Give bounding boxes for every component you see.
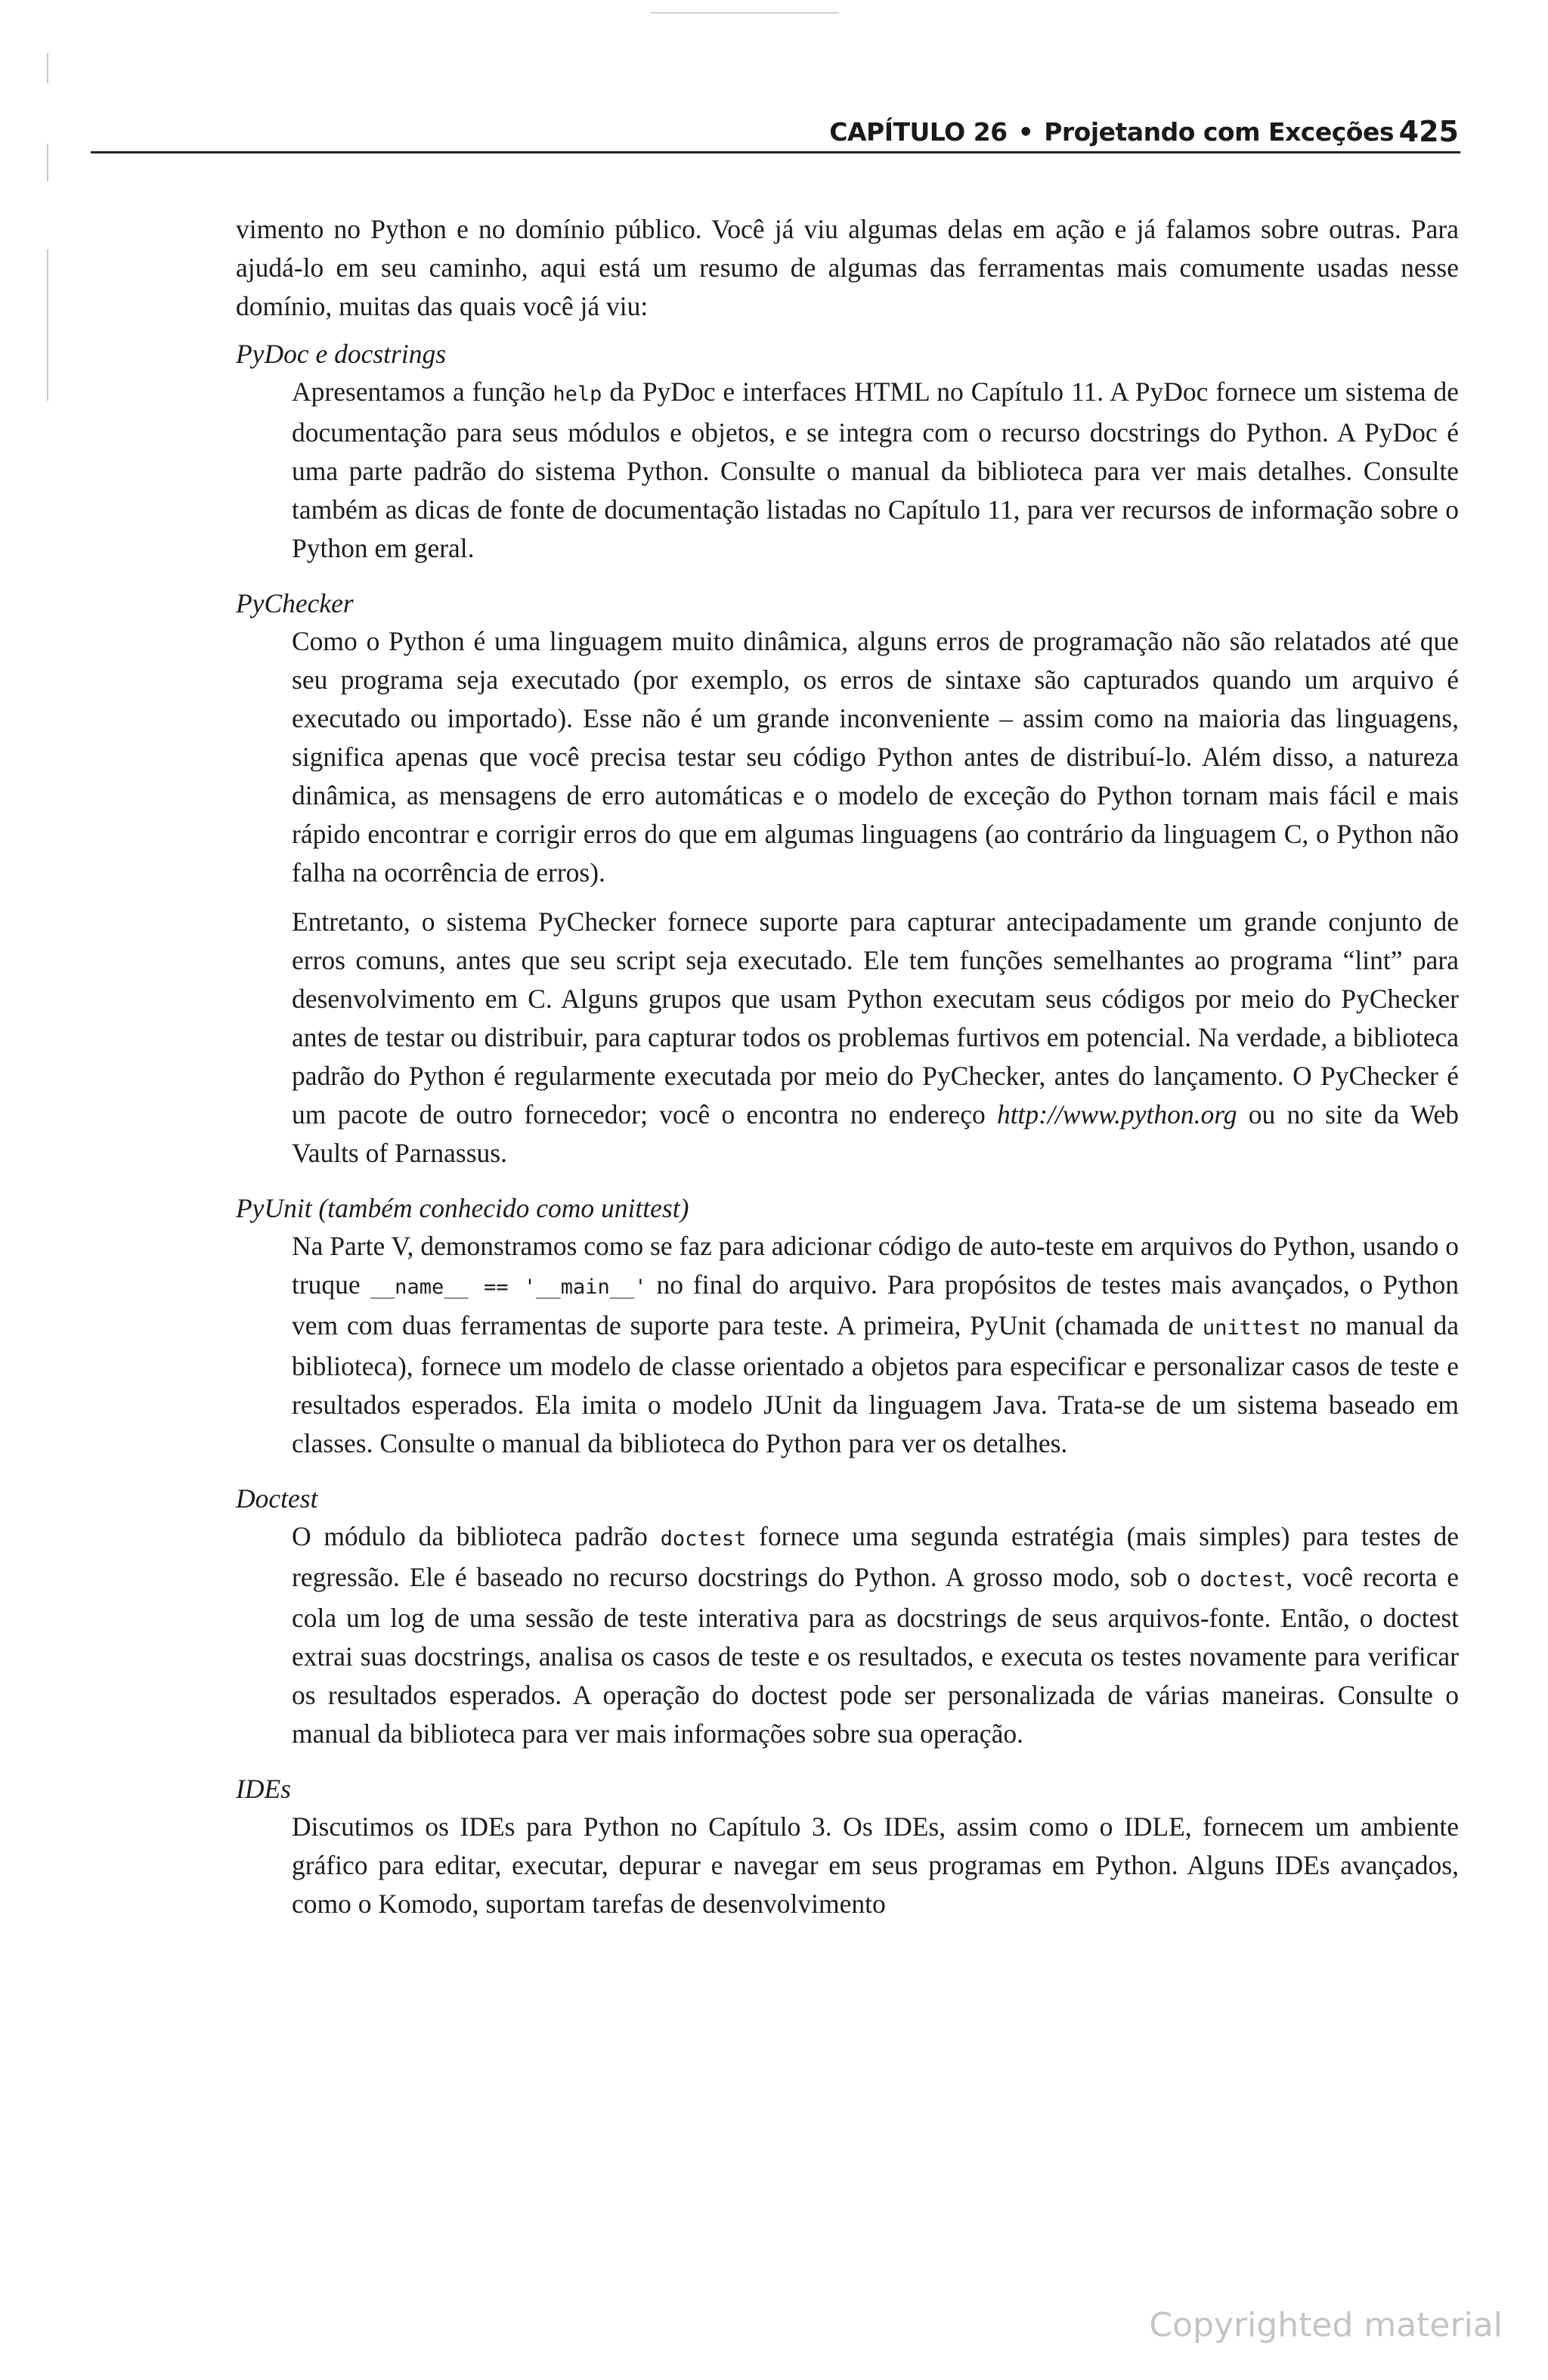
text-run: no manual da biblioteca), fornece um modelo de classe orientado a objetos para especificar e personalizar casos de teste e resultados esperados. Ela imita o modelo JUnit da linguagem Java. Trata-se de um sistema baseado em classes. Consulte o manual da biblioteca do Python para ver os detalhes.	[292, 1310, 1459, 1458]
term-definition	[292, 1227, 1459, 1463]
scan-artifact-margin-mark	[47, 144, 48, 181]
header-chapter: CAPÍTULO 26	[829, 117, 1008, 147]
page-body	[236, 210, 1459, 1923]
term-definition	[292, 1517, 1459, 1753]
term-definition	[292, 1808, 1459, 1923]
entry-doctest	[236, 1480, 1459, 1753]
text-run: Apresentamos a função	[292, 377, 553, 407]
inline-code: doctest	[660, 1527, 747, 1551]
text-run: da PyDoc e interfaces HTML no Capítulo 11. A PyDoc fornece um sistema de documentação para seus módulos e objetos, e se integra com o recurso docstrings do Python. A PyDoc é uma parte padrão do sistema Python. Consulte o manual da biblioteca para ver mais detalhes. Consulte também as dicas de fonte de documentação listadas no Capítulo 11, para ver recursos de informação sobre o Python em geral.	[292, 377, 1459, 563]
term-heading: PyChecker	[236, 588, 354, 618]
entry-pydoc	[236, 335, 1459, 568]
text-run: O módulo da biblioteca padrão	[292, 1521, 661, 1551]
text-run: fornece uma segunda estratégia (mais simples) para testes de regressão. Ele é baseado no recurso docstrings do Python. A grosso modo, sob o	[292, 1521, 1459, 1592]
text-run: no final do arquivo. Para propósitos de testes mais avançados, o Python vem com duas ferramentas de suporte para teste. A primeira, PyUnit (chamada de	[292, 1269, 1459, 1340]
inline-code: help	[553, 383, 602, 406]
definition-paragraph	[292, 373, 1459, 568]
scan-artifact-margin-mark	[47, 53, 48, 83]
text-run: Na Parte V, demonstramos como se faz para adicionar código de auto-teste em arquivos do Python, usando o truque	[292, 1231, 1459, 1300]
definition-paragraph	[292, 1227, 1459, 1463]
header-rule	[91, 151, 1460, 153]
term-heading: PyUnit (também conhecido como unittest)	[236, 1193, 689, 1223]
scan-artifact-margin-mark	[47, 302, 48, 401]
running-header	[227, 113, 1460, 151]
text-run: ou no site da Web Vaults of Parnassus.	[292, 1099, 1459, 1168]
header-chapter-title	[829, 117, 1394, 147]
inline-code: __name__ == '__main__'	[370, 1275, 647, 1299]
definition-paragraph: Como o Python é uma linguagem muito dinâmica, alguns erros de programação não são relatados até que seu programa seja executado (por exemplo, os erros de sintaxe são capturados quando um arquivo é executado ou importado). Esse não é um grande inconveniente – assim como na maioria das linguagens, significa apenas que você precisa testar seu código Python antes de distribuí-lo. Além disso, a natureza dinâmica, as mensagens de erro automáticas e o modelo de exceção do Python tornam mais fácil e mais rápido encontrar e corrigir erros do que em algumas linguagens (ao contrário da linguagem C, o Python não falha na ocorrência de erros).	[292, 626, 1459, 888]
term-definition	[292, 373, 1459, 568]
intro-paragraph: vimento no Python e no domínio público. Você já viu algumas delas em ação e já falamos sobre outras. Para ajudá-lo em seu caminho, aqui está um resumo de algumas das ferramentas mais comumente usadas nesse domínio, muitas das quais você já viu:	[236, 214, 1459, 321]
header-title: Projetando com Exceções	[1044, 117, 1394, 147]
entry-pychecker	[236, 584, 1459, 1173]
term-definition	[292, 622, 1459, 1173]
url-text: http://www.python.org	[996, 1099, 1237, 1130]
inline-code: doctest	[1200, 1568, 1286, 1591]
term-heading: PyDoc e docstrings	[236, 339, 447, 369]
entry-pyunit	[236, 1189, 1459, 1463]
term-heading: IDEs	[236, 1774, 291, 1804]
inline-code: unittest	[1202, 1316, 1301, 1340]
term-heading: Doctest	[236, 1483, 318, 1514]
text-run: , você recorta e cola um log de uma sessão de teste interativa para as docstrings de seus arquivos-fonte. Então, o doctest extrai suas docstrings, analisa os casos de teste e os resultados, e executa os testes novamente para verificar os resultados esperados. A operação do doctest pode ser personalizada de várias maneiras. Consulte o manual da biblioteca para ver mais informações sobre sua operação.	[292, 1562, 1459, 1749]
entry-ides	[236, 1770, 1459, 1923]
definition-paragraph: Discutimos os IDEs para Python no Capítulo 3. Os IDEs, assim como o IDLE, fornecem um ambiente gráfico para editar, executar, depurar e navegar em seus programas em Python. Alguns IDEs avançados, como o Komodo, suportam tarefas de desenvolvimento	[292, 1811, 1459, 1919]
scan-artifact-line	[650, 12, 839, 14]
copyright-watermark: Copyrighted material	[1149, 2306, 1503, 2344]
header-separator: •	[1017, 117, 1034, 147]
page-number: 425	[1398, 115, 1459, 148]
text-run: Entretanto, o sistema PyChecker fornece suporte para capturar antecipadamente um grande conjunto de erros comuns, antes que seu script seja executado. Ele tem funções semelhantes ao programa “lint” para desenvolvimento em C. Alguns grupos que usam Python executam seus códigos por meio do PyChecker antes de testar ou distribuir, para capturar todos os problemas furtivos em potencial. Na verdade, a biblioteca padrão do Python é regularmente executada por meio do PyChecker, antes do lançamento. O PyChecker é um pacote de outro fornecedor; você o encontra no endereço	[292, 906, 1459, 1130]
definition-paragraph	[292, 903, 1459, 1173]
definition-paragraph	[292, 1517, 1459, 1753]
